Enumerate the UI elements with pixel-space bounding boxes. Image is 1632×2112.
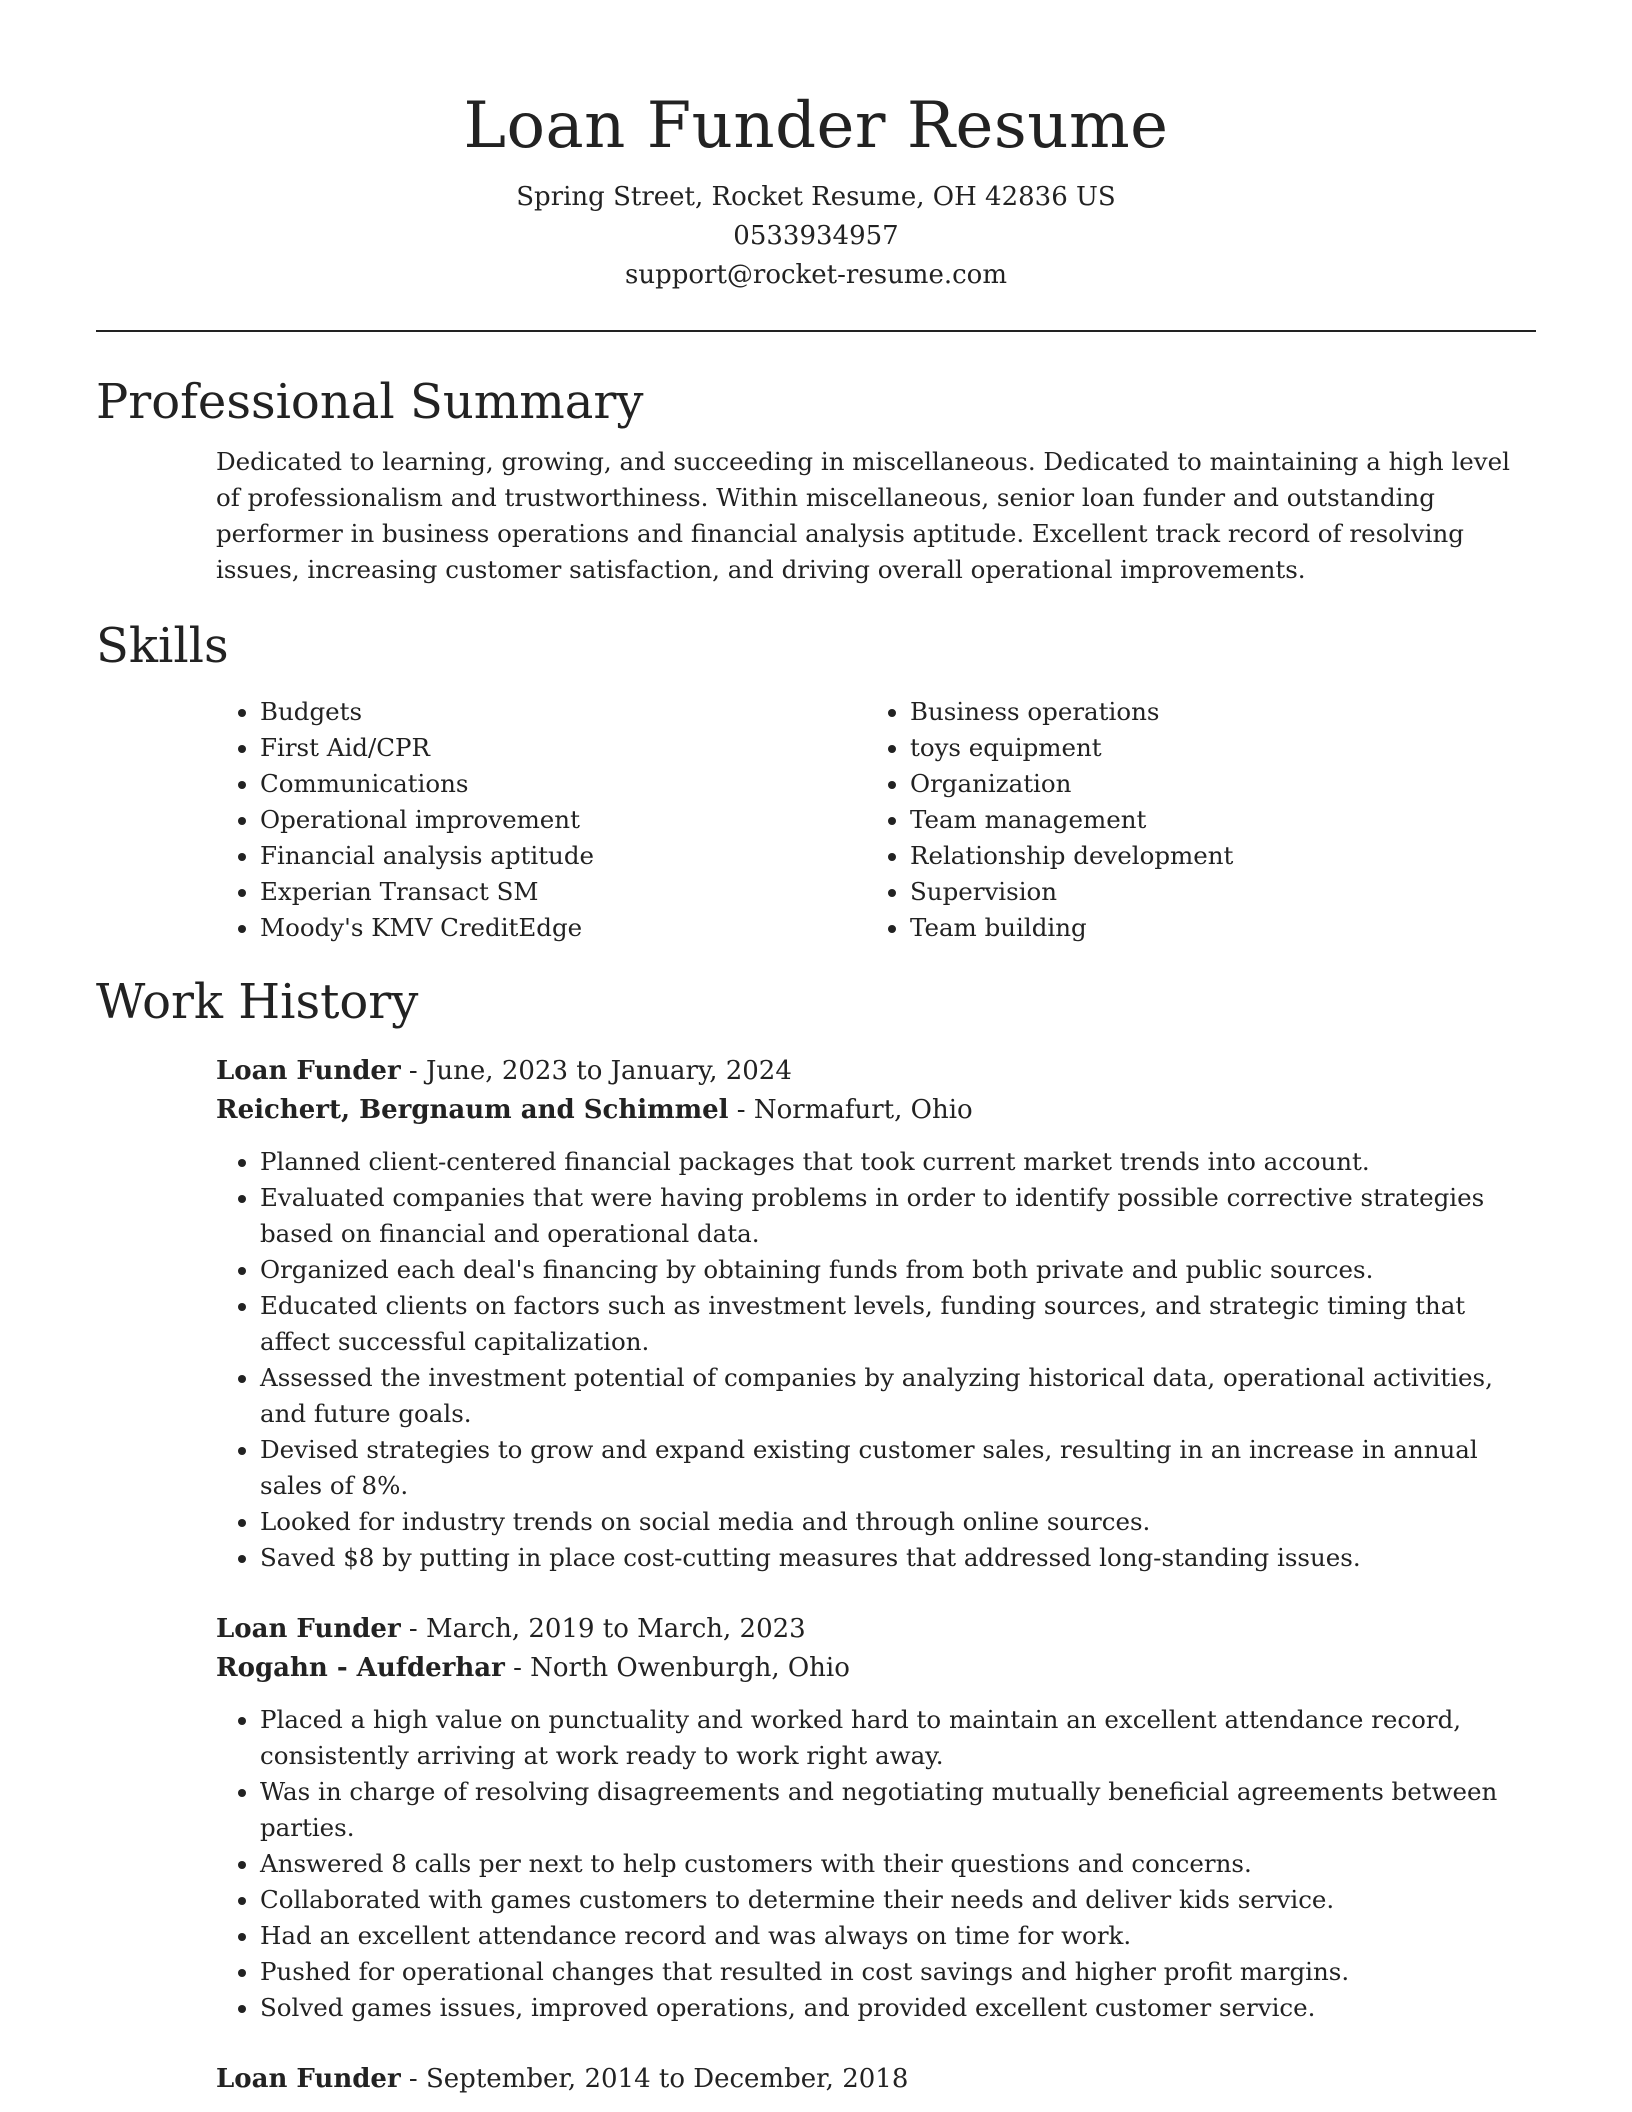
job-dates: September, 2014 to December, 2018 — [425, 2064, 909, 2094]
skill-item: • Supervision — [910, 874, 1516, 910]
header-divider — [96, 330, 1536, 332]
job-title-line: Loan Funder - March, 2019 to March, 2023 — [216, 1614, 806, 1644]
duty-item: • Educated clients on factors such as investment levels, funding sources, and strategic timing that affect successful capitalization. — [260, 1288, 1536, 1360]
resume-page — [96, 0, 1536, 2099]
skill-item: • First Aid/CPR — [260, 730, 866, 766]
job-entry — [216, 2060, 1536, 2099]
job-dates: March, 2019 to March, 2023 — [425, 1614, 806, 1644]
work-history-heading: Work History — [96, 974, 419, 1030]
duty-item: • Devised strategies to grow and expand existing customer sales, resulting in an increase in annual sales of 8%. — [260, 1432, 1536, 1504]
duty-item: • Looked for industry trends on social media and through online sources. — [260, 1504, 1536, 1540]
job-title: Loan Funder — [216, 1056, 401, 1086]
job-company-line: Rogahn - Aufderhar - North Owenburgh, Ohio — [216, 1653, 850, 1683]
email: support@rocket-resume.com — [624, 260, 1007, 290]
phone: 0533934957 — [733, 221, 899, 251]
skill-item: • Business operations — [910, 694, 1516, 730]
job-company-line: Reichert, Bergnaum and Schimmel - Normafurt, Ohio — [216, 1095, 973, 1125]
job-duties — [216, 1702, 1536, 2026]
job-title-line: Loan Funder - June, 2023 to January, 2024 — [216, 1056, 792, 1086]
skills-column-left — [216, 694, 866, 946]
duty-item: • Organized each deal's financing by obtaining funds from both private and public sources. — [260, 1252, 1536, 1288]
skills-list — [216, 694, 1536, 946]
skill-item: • Communications — [260, 766, 866, 802]
resume-header — [96, 0, 1536, 295]
duty-item: • Saved $8 by putting in place cost-cutting measures that addressed long-standing issues. — [260, 1540, 1536, 1576]
job-company: Reichert, Bergnaum and Schimmel — [216, 1095, 729, 1125]
job-duties — [216, 1144, 1536, 1576]
duty-item: • Was in charge of resolving disagreements and negotiating mutually beneficial agreements between parties. — [260, 1774, 1536, 1846]
job-entry — [216, 1610, 1536, 2026]
summary-text: Dedicated to learning, growing, and succeeding in miscellaneous. Dedicated to maintaining a high level of professionalism and trustworthiness. Within miscellaneous, senior loan funder and outstanding performer in business operations and financial analysis aptitude. Excellent track record of resolving issues, increasing customer satisfaction, and driving overall operational improvements. — [216, 447, 1510, 584]
skill-item: • Budgets — [260, 694, 866, 730]
job-title-line: Loan Funder - September, 2014 to December, 2018 — [216, 2064, 909, 2094]
skill-item: • Moody's KMV CreditEdge — [260, 910, 866, 946]
skills-heading: Skills — [96, 618, 229, 674]
duty-item: • Collaborated with games customers to determine their needs and deliver kids service. — [260, 1882, 1536, 1918]
duty-item: • Evaluated companies that were having problems in order to identify possible corrective strategies based on financial and operational data. — [260, 1180, 1536, 1252]
skill-item: • Operational improvement — [260, 802, 866, 838]
job-company: Rogahn - Aufderhar — [216, 1653, 505, 1683]
duty-item: • Solved games issues, improved operations, and provided excellent customer service. — [260, 1990, 1536, 2026]
contact-block — [96, 178, 1536, 295]
resume-title: Loan Funder Resume — [463, 89, 1169, 163]
job-dates: June, 2023 to January, 2024 — [425, 1056, 792, 1086]
duty-item: • Had an excellent attendance record and was always on time for work. — [260, 1918, 1536, 1954]
job-location: North Owenburgh, Ohio — [530, 1653, 850, 1683]
skill-item: • Financial analysis aptitude — [260, 838, 866, 874]
skill-item: • Team building — [910, 910, 1516, 946]
skill-item: • Organization — [910, 766, 1516, 802]
job-location: Normafurt, Ohio — [753, 1095, 973, 1125]
duty-item: • Assessed the investment potential of companies by analyzing historical data, operational activities, and future goals. — [260, 1360, 1536, 1432]
skill-item: • Relationship development — [910, 838, 1516, 874]
duty-item: • Placed a high value on punctuality and worked hard to maintain an excellent attendance record, consistently arriving at work ready to work right away. — [260, 1702, 1536, 1774]
job-title: Loan Funder — [216, 2064, 401, 2094]
duty-item: • Planned client-centered financial packages that took current market trends into account. — [260, 1144, 1536, 1180]
skill-item: • Experian Transact SM — [260, 874, 866, 910]
duty-item: • Pushed for operational changes that resulted in cost savings and higher profit margins. — [260, 1954, 1536, 1990]
skill-item: • toys equipment — [910, 730, 1516, 766]
skills-column-right — [866, 694, 1516, 946]
job-entry — [216, 1052, 1536, 1576]
summary-heading: Professional Summary — [96, 374, 644, 430]
job-title: Loan Funder — [216, 1614, 401, 1644]
address: Spring Street, Rocket Resume, OH 42836 US — [516, 182, 1116, 212]
skill-item: • Team management — [910, 802, 1516, 838]
duty-item: • Answered 8 calls per next to help customers with their questions and concerns. — [260, 1846, 1536, 1882]
